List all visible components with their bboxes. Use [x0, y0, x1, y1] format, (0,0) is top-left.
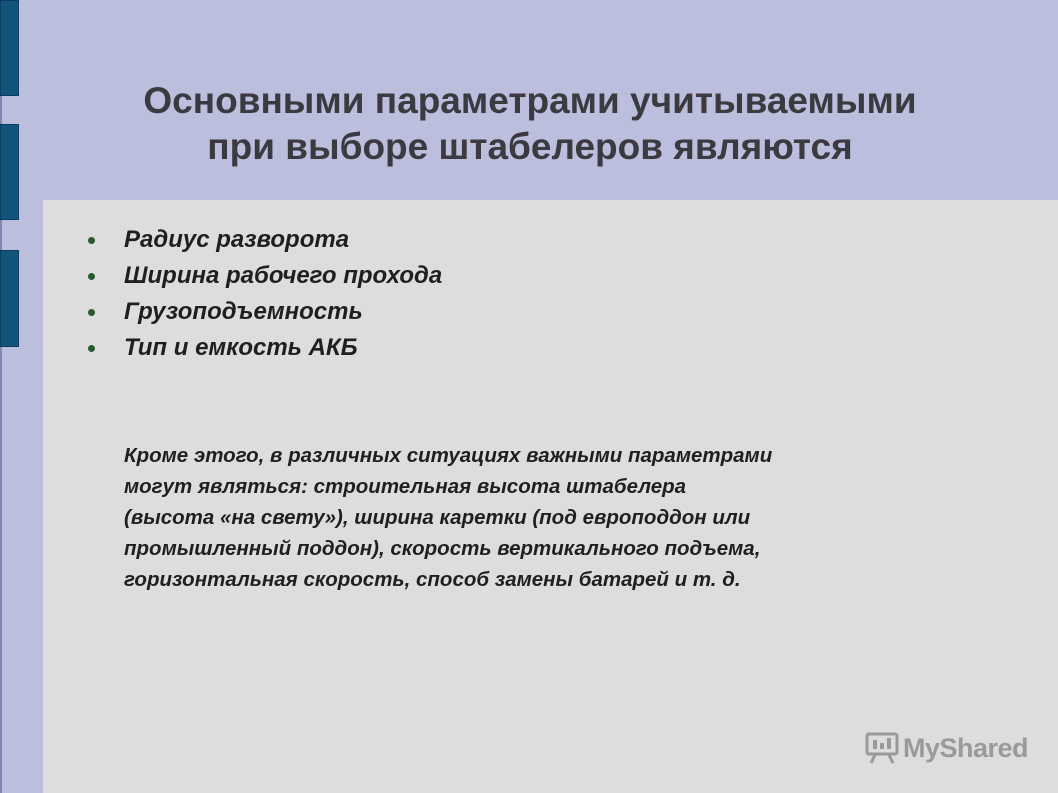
accent-block-top [0, 0, 19, 96]
bullet-dot-icon [88, 273, 95, 280]
bullet-text: Грузоподъемность [124, 298, 363, 325]
bullet-list [43, 222, 442, 366]
bullet-text: Ширина рабочего прохода [124, 262, 443, 289]
slide-title-line: при выборе штабелеров являются [207, 126, 853, 167]
presentation-board-icon [865, 731, 899, 765]
bullet-dot-icon [88, 237, 95, 244]
bullet-item [43, 258, 442, 294]
paragraph-line: (высота «на свету»), ширина каретки (под европоддон или [124, 506, 751, 529]
accent-block-middle [0, 124, 19, 220]
paragraph-line: горизонтальная скорость, способ замены батарей и т. д. [124, 568, 741, 591]
slide-title-line: Основными параметрами учитываемыми [143, 80, 917, 121]
bullet-item [43, 222, 442, 258]
paragraph-line: Кроме этого, в различных ситуациях важными параметрами [124, 444, 773, 467]
myshared-watermark [865, 728, 1028, 768]
watermark-text: MyShared [903, 732, 1029, 763]
slide-content [43, 200, 1058, 793]
accent-block-bottom [0, 250, 19, 347]
bullet-dot-icon [88, 345, 95, 352]
bullet-item [43, 294, 442, 330]
paragraph-line: могут являться: строительная высота штабелера [124, 475, 687, 498]
body-paragraph [124, 440, 1024, 595]
paragraph-line: промышленный поддон), скорость вертикального подъема, [124, 537, 761, 560]
left-edge-bar [0, 0, 2, 793]
bullet-text: Тип и емкость АКБ [124, 334, 358, 361]
bullet-text: Радиус разворота [124, 226, 350, 253]
bullet-dot-icon [88, 309, 95, 316]
slide-title [20, 78, 1040, 170]
bullet-item [43, 330, 442, 366]
